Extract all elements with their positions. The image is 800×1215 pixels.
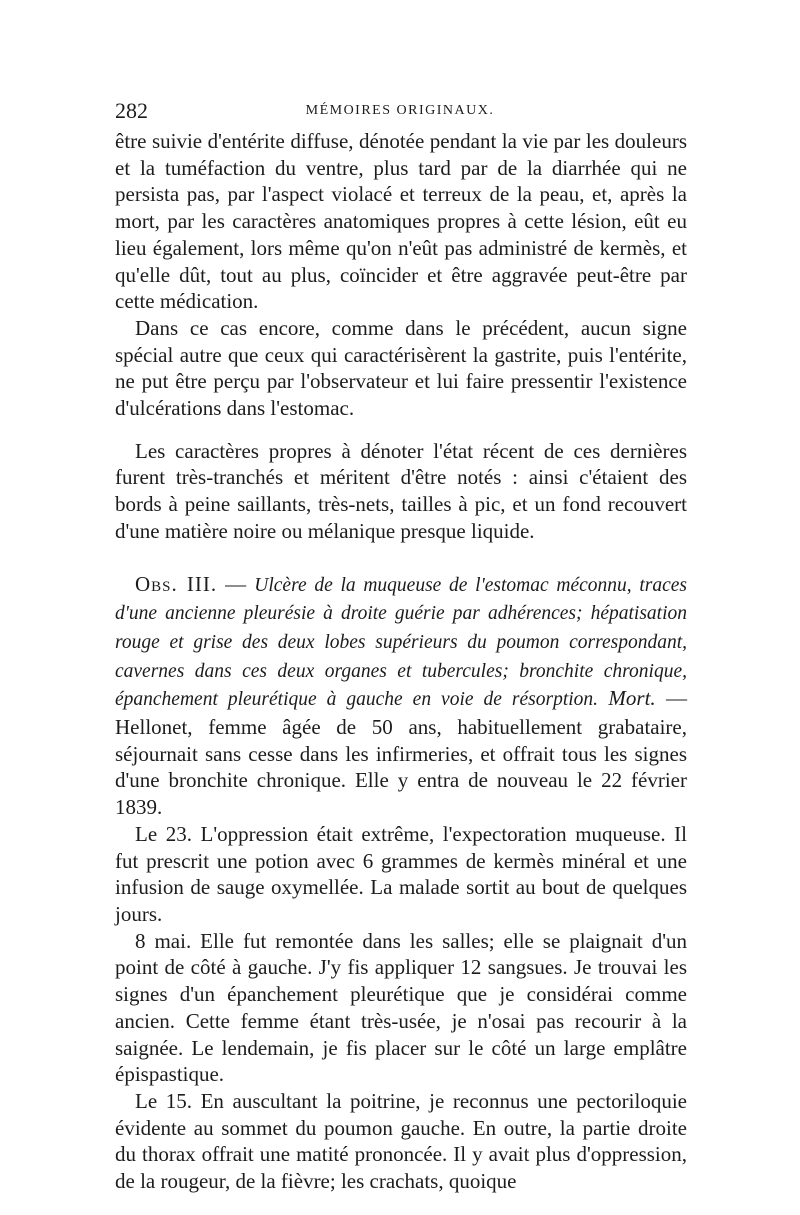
observation-label: Obs. III. (135, 571, 218, 596)
observation-paragraph (115, 571, 687, 821)
observation-mort: Mort. (598, 686, 656, 711)
observation-text: — Hellonet, femme âgée de 50 ans, habituellement grabataire, séjournait sans cesse dans les infirmeries, et offrait tous les signes d'une bronchite chronique. Elle y entra de nouveau le 22 février 1839. (115, 686, 688, 820)
page-header (115, 96, 685, 126)
running-head: MÉMOIRES ORIGINAUX. (305, 103, 495, 118)
paragraph: Dans ce cas encore, comme dans le précédent, aucun signe spécial autre que ceux qui caractérisèrent la gastrite, puis l'entérite, ne put être perçu par l'observateur et lui faire pressentir l'existence d'ulcérations dans l'estomac. (115, 315, 687, 421)
observation-dash: — (217, 571, 255, 596)
page-number: 282 (115, 98, 148, 123)
paragraph-continuation: être suivie d'entérite diffuse, dénotée pendant la vie par les douleurs et la tuméfaction du ventre, plus tard par de la diarrhée qui ne persista pas, par l'aspect violacé et terreux de la peau, et, après la mort, par les caractères anatomiques propres à cette lésion, eût eu lieu également, lors même qu'on n'eût pas administré de kermès, et qu'elle dût, tout au plus, coïncider et être aggravée peut-être par cette médication. (115, 129, 687, 314)
paragraph: Les caractères propres à dénoter l'état récent de ces dernières furent très-tranchés et méritent d'être notés : ainsi c'étaient des bords à peine saillants, très-nets, tailles à pic, et un fond recouvert d'une matière noire ou mélanique presque liquide. (115, 438, 687, 543)
journal-entry: Le 15. En auscultant la poitrine, je reconnus une pectoriloquie évidente au sommet du poumon gauche. En outre, la partie droite du thorax offrait une matité prononcée. Il y avait plus d'oppression, de la rougeur, de la fièvre; les crachats, quoique (115, 1088, 687, 1194)
journal-entry: Le 23. L'oppression était extrême, l'expectoration muqueuse. Il fut prescrit une potion avec 6 grammes de kermès minéral et une infusion de sauge oxymellée. La malade sortit au bout de quelques jours. (115, 821, 687, 926)
journal-entry: 8 mai. Elle fut remontée dans les salles; elle se plaignait d'un point de côté à gauche. J'y fis appliquer 12 sangsues. Je trouvai les signes d'un épanchement pleurétique que je considérai comme ancien. Cette femme étant très-usée, je n'osai pas recourir à la saignée. Le lendemain, je fis placer sur le côté un large emplâtre épispastique. (115, 928, 687, 1087)
body-text (115, 128, 687, 1195)
observation-title: Ulcère de la muqueuse de l'estomac méconnu, traces d'une ancienne pleurésie à droite guérie par adhérences; hépatisation rouge et grise des deux lobes supérieurs du poumon correspondant, cavernes dans ces deux organes et tubercules; bronchite chronique, épanchement pleurétique à gauche en voie de résorption. (115, 574, 687, 711)
